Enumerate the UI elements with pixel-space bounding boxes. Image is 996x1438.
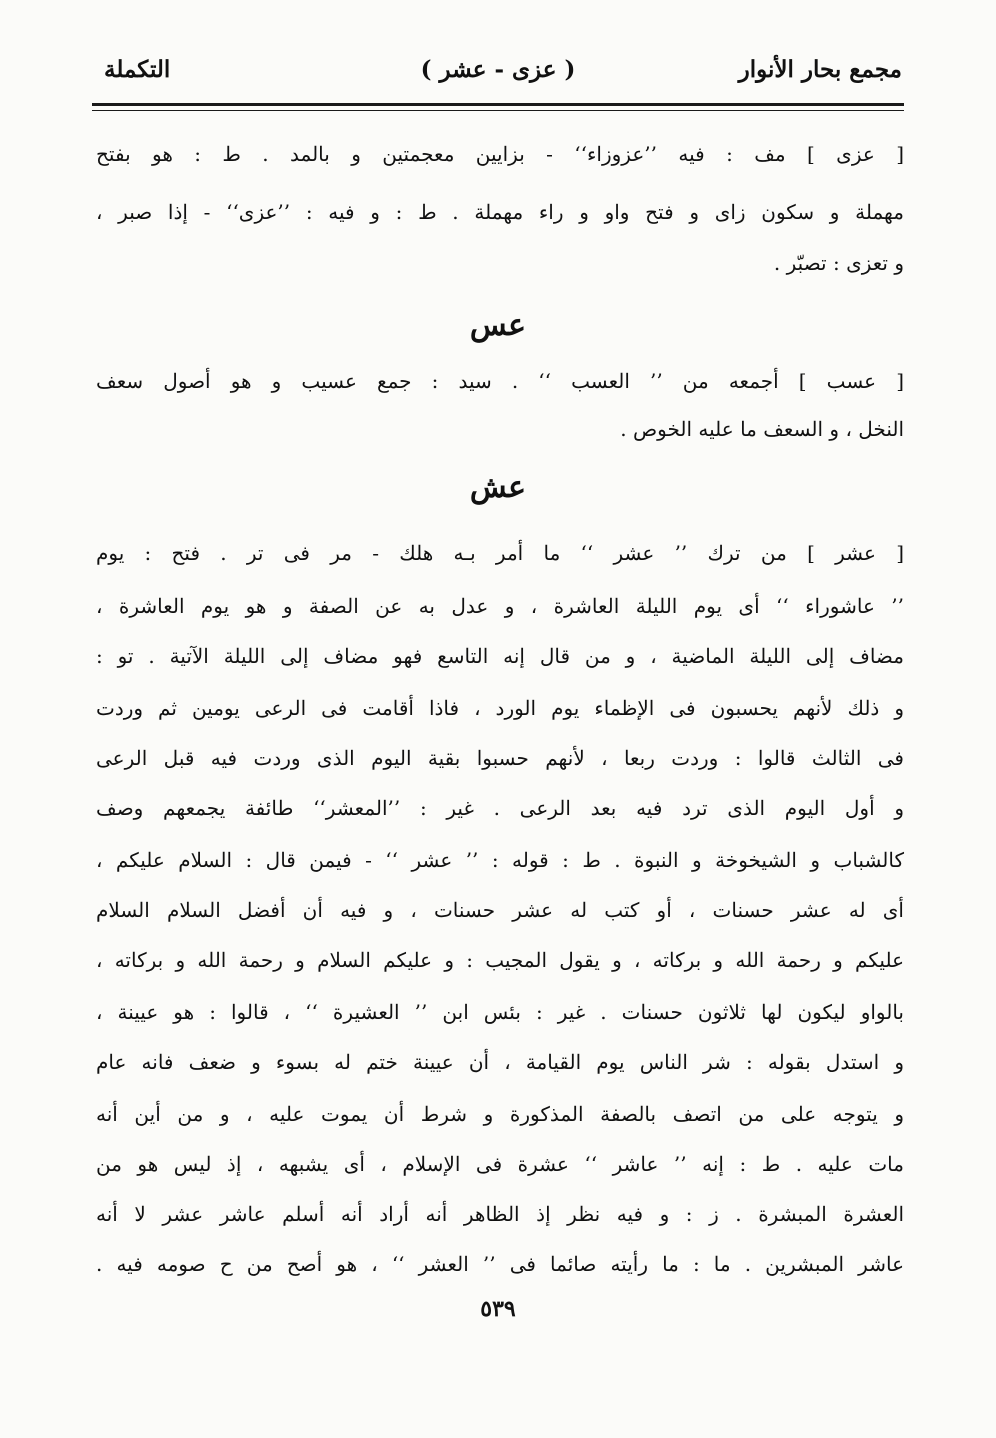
text-line: مات عليه . ط : إنه ’’ عاشر ‘‘ عشرة فى الإسلام ، أى يشبهه ، إذ ليس هو من	[96, 1152, 904, 1176]
book-title: مجمع بحار الأنوار	[738, 56, 902, 83]
entry-range: ( عزى - عشر )	[420, 56, 576, 83]
text-line: [ عزى ] مف : فيه ’’عزوزاء‘‘ - بزايين معجمتين و بالمد . ط : هو بفتح	[96, 142, 904, 166]
text-line: العشرة المبشرة . ز : و فيه نظر إذ الظاهر أنه أراد أنه أسلم عاشر عشر لا أنه	[96, 1202, 904, 1226]
section-heading: عش	[469, 470, 527, 505]
text-line: أى له عشر حسنات ، أو كتب له عشر حسنات ، و فيه أن أفضل السلام السلام	[96, 898, 904, 922]
header-rule-thick	[92, 103, 904, 106]
text-line: عاشر المبشرين . ما : ما رأيته صائما فى ’’ العشر ‘‘ ، هو أصح من ح صومه فيه .	[96, 1252, 904, 1276]
section-heading: عس	[469, 308, 527, 343]
text-line: بالواو ليكون لها ثلاثون حسنات . غير : بئس ابن ’’ العشيرة ‘‘ ، قالوا : هو عيينة ،	[96, 1000, 904, 1024]
text-line: و استدل بقوله : شر الناس يوم القيامة ، أن عيينة ختم له بسوء و ضعف فانه عام	[96, 1050, 904, 1074]
text-line: النخل ، و السعف ما عليه الخوص .	[620, 417, 904, 441]
text-line: ’’ عاشوراء ‘‘ أى يوم الليلة العاشرة ، و عدل به عن الصفة و هو يوم العاشرة ،	[96, 594, 904, 618]
text-line: فى الثالث قالوا : وردت ربعا ، لأنهم حسبوا بقية اليوم الذى وردت فيه قبل الرعى	[96, 746, 904, 770]
text-line: و ذلك لأنهم يحسبون فى الإظماء يوم الورد ، فاذا أقامت فى الرعى يومين ثم وردت	[96, 696, 905, 720]
text-line: و تعزى : تصبّر .	[773, 251, 904, 275]
text-line: [ عشر ] من ترك ’’ عشر ‘‘ ما أمر بـه هلك - مر فى تر . فتح : يوم	[96, 541, 904, 565]
page-number: ٥٣٩	[480, 1296, 516, 1322]
running-header	[92, 50, 904, 96]
text-line: مضاف إلى الليلة الماضية ، و من قال إنه التاسع فهو مضاف إلى الليلة الآتية . تو :	[96, 644, 904, 668]
section-title: التكملة	[104, 56, 171, 83]
text-line: [ عسب ] أجمعه من ’’ العسب ‘‘ . سيد : جمع عسيب و هو أصول سعف	[96, 369, 904, 393]
text-line: كالشباب و الشيخوخة و النبوة . ط : قوله : ’’ عشر ‘‘ - فيمن قال : السلام عليكم ،	[96, 848, 904, 872]
header-rule-thin	[92, 110, 904, 111]
text-line: و أول اليوم الذى ترد فيه بعد الرعى . غير : ’’المعشر‘‘ طائفة يجمعهم وصف	[96, 796, 904, 820]
text-line: عليكم و رحمة الله و بركاته ، و يقول المجيب : و عليكم السلام و رحمة الله و بركاته ،	[96, 948, 904, 972]
text-line: و يتوجه على من اتصف بالصفة المذكورة و شرط أن يموت عليه ، و من أين أنه	[96, 1102, 904, 1126]
text-line: مهملة و سكون زاى و فتح واو و راء مهملة . ط : و فيه : ’’عزى‘‘ - إذا صبر ،	[96, 200, 904, 224]
